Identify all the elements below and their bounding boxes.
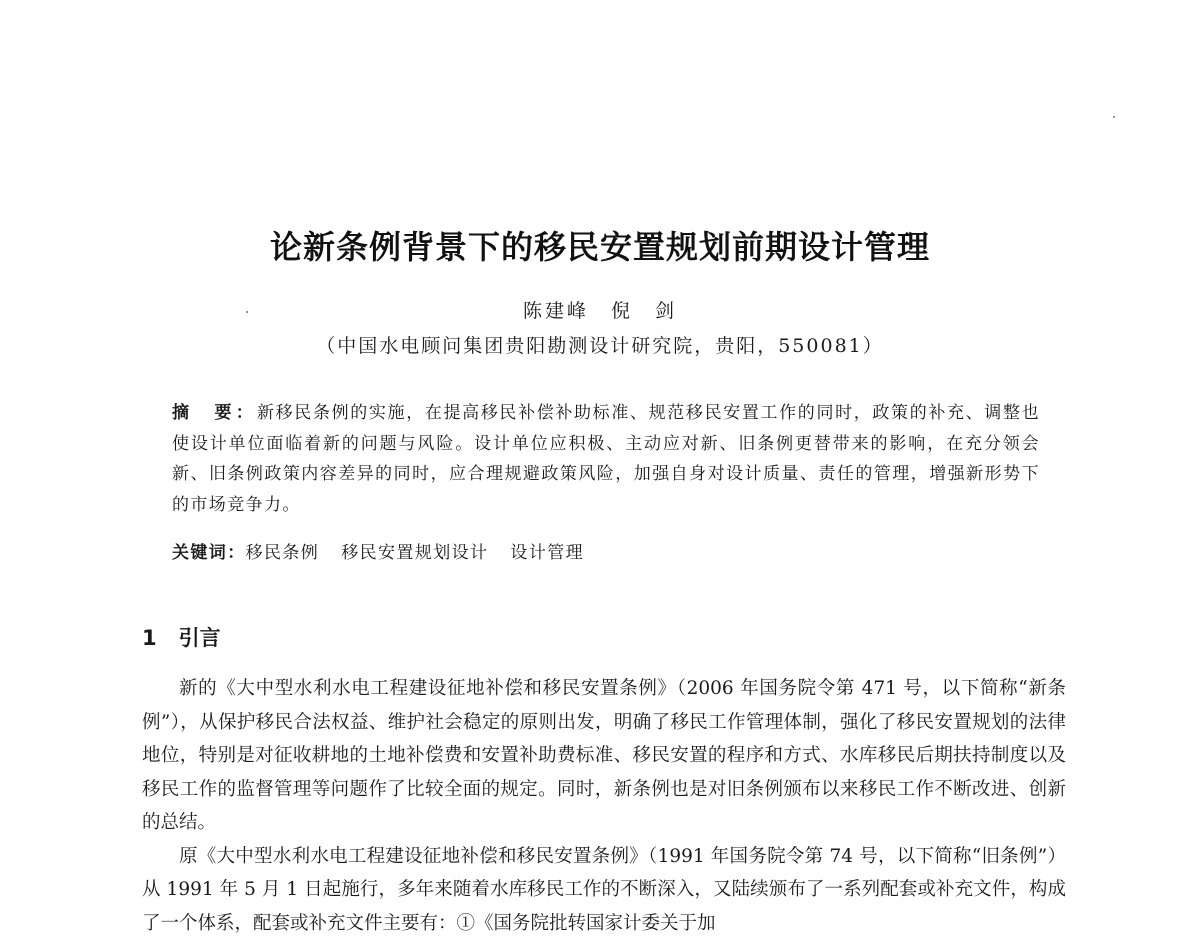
- scan-speck: [1113, 116, 1115, 118]
- section-heading: [142, 622, 221, 652]
- section-title: 引言: [179, 626, 221, 650]
- affiliation-line: （中国水电顾问集团贵阳勘测设计研究院，贵阳，550081）: [0, 331, 1200, 358]
- body-text: [142, 672, 1066, 940]
- body-paragraph: 原《大中型水利水电工程建设征地补偿和移民安置条例》（1991 年国务院令第 74 号，以下简称“旧条例”）从 1991 年 5 月 1 日起施行，多年来随着水库移民工作的不断深入，又陆续颁布了一系列配套或补充文件，构成了一个体系，配套或补充文件主要有：①《国务院批转国家计委关于加: [142, 840, 1066, 940]
- abstract-text: 新移民条例的实施，在提高移民补偿补助标准、规范移民安置工作的同时，政策的补充、调整也使设计单位面临着新的问题与风险。设计单位应积极、主动应对新、旧条例更替带来的影响，在充分领会新、旧条例政策内容差异的同时，应合理规避政策风险，加强自身对设计质量、责任的管理，增强新形势下的市场竞争力。: [172, 403, 1040, 515]
- keywords-label: 关键词：: [172, 543, 246, 563]
- abstract-block: [172, 398, 1040, 520]
- keyword-item: 设计管理: [510, 543, 584, 563]
- section-number: 1: [142, 626, 157, 650]
- body-paragraph: 新的《大中型水利水电工程建设征地补偿和移民安置条例》（2006 年国务院令第 471 号，以下简称“新条例”），从保护移民合法权益、维护社会稳定的原则出发，明确了移民工作管理体制，强化了移民安置规划的法律地位，特别是对征收耕地的土地补偿费和安置补助费标准、移民安置的程序和方式、水库移民后期扶持制度以及移民工作的监督管理等问题作了比较全面的规定。同时，新条例也是对旧条例颁布以来移民工作不断改进、创新的总结。: [142, 672, 1066, 840]
- paper-title: 论新条例背景下的移民安置规划前期设计管理: [0, 222, 1200, 268]
- keywords-block: [172, 538, 1040, 563]
- author-line: 陈建峰 倪 剑: [0, 296, 1200, 323]
- abstract-label: 摘 要：: [172, 403, 257, 423]
- keyword-item: 移民条例: [246, 543, 320, 563]
- keyword-item: 移民安置规划设计: [341, 543, 488, 563]
